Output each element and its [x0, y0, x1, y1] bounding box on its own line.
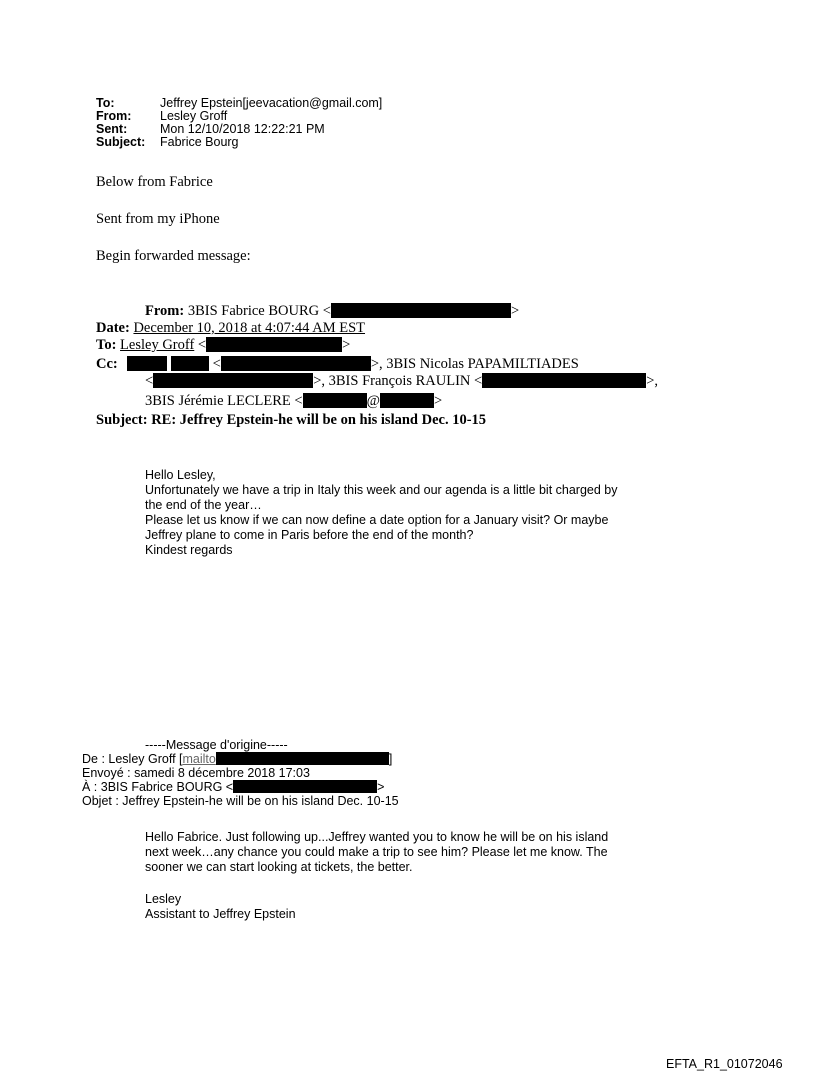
- fw-to-label: To:: [96, 337, 117, 353]
- fw-cc-name-2: 3BIS Nicolas PAPAMILTIADES: [386, 356, 579, 372]
- original-body-2: next week…any chance you could make a trip to see him? Please let me know. The: [145, 845, 608, 859]
- redaction-block: [380, 393, 434, 408]
- mailto-link[interactable]: mailto: [182, 752, 216, 766]
- sent-value: Mon 12/10/2018 12:22:21 PM: [160, 122, 325, 136]
- fw-date: [96, 320, 365, 336]
- from-label: From:: [96, 109, 132, 123]
- fw-cc-name-3: 3BIS François RAULIN <: [328, 373, 483, 389]
- original-a-label: À : 3BIS Fabrice BOURG <: [82, 780, 234, 794]
- redaction-block: [206, 337, 342, 352]
- original-de: De : Lesley Groff [mailto ]: [82, 752, 393, 766]
- document-id: EFTA_R1_01072046: [666, 1057, 783, 1071]
- subject-value: Fabrice Bourg: [160, 135, 239, 149]
- original-objet: Objet : Jeffrey Epstein-he will be on his island Dec. 10-15: [82, 794, 399, 808]
- original-body-3: sooner we can start looking at tickets, the better.: [145, 860, 413, 874]
- redaction-block: [153, 373, 313, 388]
- reply-greeting: Hello Lesley,: [145, 468, 216, 482]
- fw-cc-line-2: < >, 3BIS François RAULIN < >,: [145, 373, 659, 389]
- fw-cc-line-3: 3BIS Jérémie LECLERE < @ >: [145, 393, 443, 409]
- original-body-1: Hello Fabrice. Just following up...Jeffrey wanted you to know he will be on his island: [145, 830, 609, 844]
- fw-date-label: Date:: [96, 320, 130, 336]
- signature-name: Lesley: [145, 892, 182, 906]
- intro-line-2: Sent from my iPhone: [96, 211, 220, 227]
- to-value: Jeffrey Epstein[jeevacation@gmail.com]: [160, 96, 383, 110]
- fw-date-value: December 10, 2018 at 4:07:44 AM EST: [133, 320, 366, 336]
- reply-line-4: Jeffrey plane to come in Paris before the end of the month?: [145, 528, 474, 542]
- email-header-to: [96, 97, 382, 110]
- email-header-subject: [96, 136, 239, 149]
- redaction-block: [233, 780, 377, 793]
- fw-to: To: Lesley Groff < >: [96, 337, 351, 353]
- redaction-block: [171, 356, 209, 371]
- fw-from-label: From:: [145, 303, 185, 319]
- original-separator: -----Message d'origine-----: [145, 738, 288, 752]
- signature-title: Assistant to Jeffrey Epstein: [145, 907, 296, 921]
- fw-from-value: 3BIS Fabrice BOURG <: [187, 303, 331, 319]
- sent-label: Sent:: [96, 122, 128, 136]
- redaction-block: [216, 752, 389, 765]
- reply-line-3: Please let us know if we can now define a date option for a January visit? Or maybe: [145, 513, 609, 527]
- fw-to-value: Lesley Groff: [120, 337, 195, 353]
- fw-subject-value: RE: Jeffrey Epstein-he will be on his island Dec. 10-15: [151, 412, 487, 428]
- to-label: To:: [96, 96, 115, 110]
- subject-label: Subject:: [96, 135, 146, 149]
- fw-cc-name-4: 3BIS Jérémie LECLERE <: [145, 393, 303, 409]
- fw-cc-label: Cc:: [96, 356, 118, 372]
- reply-line-2: the end of the year…: [145, 498, 262, 512]
- original-a: À : 3BIS Fabrice BOURG < >: [82, 780, 385, 794]
- redaction-block: [127, 356, 167, 371]
- original-de-label: De : Lesley Groff [: [82, 752, 183, 766]
- reply-line-5: Kindest regards: [145, 543, 233, 557]
- fw-subject: [96, 412, 486, 428]
- from-value: Lesley Groff: [160, 109, 228, 123]
- original-envoye: Envoyé : samedi 8 décembre 2018 17:03: [82, 766, 310, 780]
- redaction-block: [221, 356, 371, 371]
- reply-line-1: Unfortunately we have a trip in Italy this week and our agenda is a little bit charged by: [145, 483, 618, 497]
- intro-line-1: Below from Fabrice: [96, 174, 213, 190]
- fw-subject-label: Subject:: [96, 412, 148, 428]
- fw-from: From: 3BIS Fabrice BOURG < >: [145, 303, 520, 319]
- redaction-block: [331, 303, 511, 318]
- redaction-block: [482, 373, 646, 388]
- fw-cc: Cc: < >, 3BIS Nicolas PAPAMILTIADES: [96, 356, 579, 372]
- intro-line-3: Begin forwarded message:: [96, 248, 251, 264]
- redaction-block: [303, 393, 367, 408]
